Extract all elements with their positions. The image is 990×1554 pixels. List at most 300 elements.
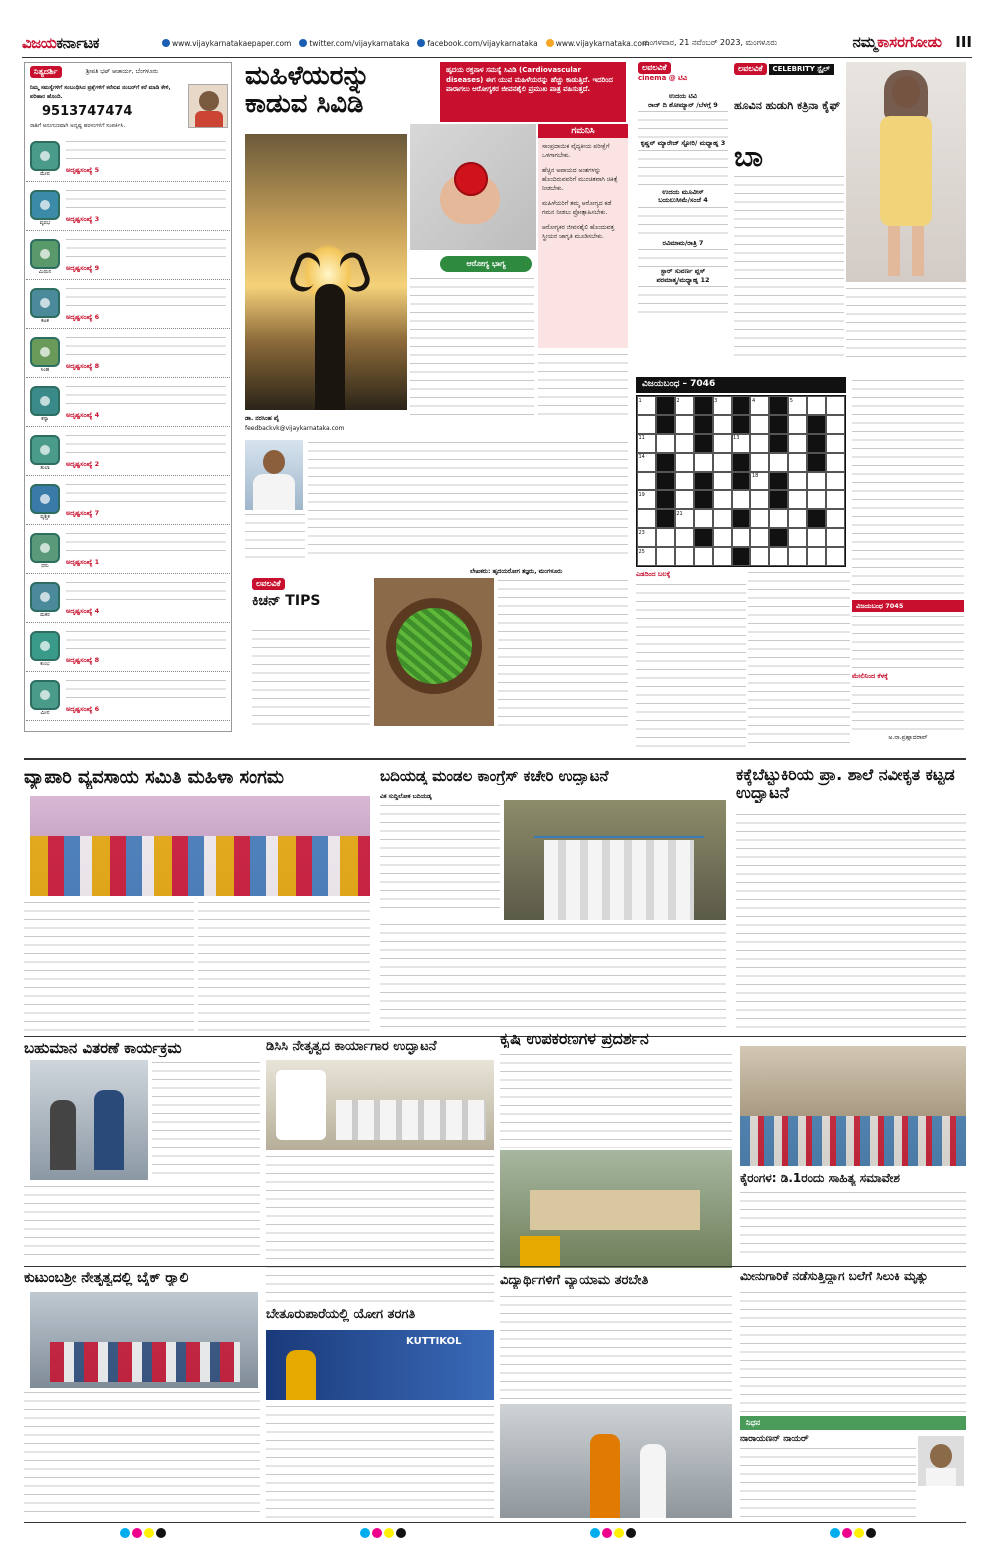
crossword-cell[interactable]: [750, 490, 769, 509]
health-body-2: [538, 352, 628, 416]
crossword-cell[interactable]: [826, 509, 845, 528]
page-number: III: [955, 33, 972, 51]
crossword-cell[interactable]: [826, 472, 845, 491]
horoscope-sign-row: [26, 283, 230, 329]
notice-box: [538, 138, 628, 348]
crossword-cell[interactable]: [750, 528, 769, 547]
celebrity-tag: CELEBRITY ಸ್ಟೈಲ್: [769, 64, 834, 75]
horoscope-sign-row: [26, 234, 230, 280]
crossword-cell[interactable]: [750, 547, 769, 566]
health-headline: ಮಹಿಳೆಯರನ್ನು ಕಾಡುವ ಸಿವಿಡಿ: [245, 62, 370, 118]
across-title: ಎಡದಿಂದ ಬಲಕ್ಕೆ: [636, 570, 671, 578]
registration-dot: [614, 1528, 624, 1538]
crossword-cell[interactable]: [826, 547, 845, 566]
health-badge: ಆರೋಗ್ಯ ಭಾಗ್ಯ: [440, 256, 532, 272]
lucky-number: ಅದೃಷ್ಟಸಂಖ್ಯೆ 2: [66, 460, 100, 468]
story-headline: ಡಿಸಿಸಿ ನೇತೃತ್ವದ ಕಾರ್ಯಾಗಾರ ಉದ್ಘಾಟನೆ: [266, 1040, 437, 1054]
registration-dot: [144, 1528, 154, 1538]
obituary-name: ನಾರಾಯಣನ್ ನಾಯರ್: [740, 1434, 809, 1444]
horoscope-sign-row: [26, 528, 230, 574]
crossword-cell[interactable]: [713, 415, 732, 434]
zodiac-name: ಮೇಷ: [40, 171, 50, 177]
katrina-photo: [846, 62, 966, 282]
prize-photo: [30, 1060, 148, 1180]
crossword-block: [694, 415, 713, 434]
crossword-block: [656, 509, 675, 528]
silhouette-photo: [245, 134, 407, 410]
story-headline: ಬದಿಯಡ್ಕ ಮಂಡಲ ಕಾಂಗ್ರೆಸ್ ಕಚೇರಿ ಉದ್ಘಾಟನೆ: [380, 768, 609, 785]
cinema-tag: cinema @ ಟಿವಿ: [638, 74, 688, 82]
crossword-cell[interactable]: [788, 547, 807, 566]
crossword-cell[interactable]: [807, 472, 826, 491]
lavalavike-logo: ಲವಲವಿಕೆ: [734, 63, 767, 75]
listing: ಬಯಲುಸೀಮೆ/ಸಂಜೆ 4: [658, 196, 708, 204]
celebrity-body-2: [846, 286, 966, 362]
issue-date: ಮಂಗಳವಾರ, 21 ನವೆಂಬರ್ 2023, ಮಂಗಳೂರು: [642, 38, 778, 47]
lucky-number: ಅದೃಷ್ಟಸಂಖ್ಯೆ 9: [66, 264, 100, 272]
registration-dot: [156, 1528, 166, 1538]
lucky-number: ಅದೃಷ್ಟಸಂಖ್ಯೆ 4: [66, 607, 100, 615]
crossword-block: [694, 472, 713, 491]
cinema-header: [638, 62, 728, 86]
channel-name: ಸ್ಟಾರ್ ಸುವರ್ಣ ಪ್ಲಸ್: [660, 267, 706, 275]
crossword-cell[interactable]: 23: [637, 528, 656, 547]
listing-detail: [638, 148, 728, 188]
crossword-cell[interactable]: [713, 472, 732, 491]
registration-dot: [396, 1528, 406, 1538]
zodiac-icon: [30, 337, 60, 367]
website-link[interactable]: www.vijaykarnataka.com: [546, 39, 650, 48]
horoscope-sign-row: [26, 577, 230, 623]
listing: ರಾಜ್ ದಿ ಶೋಮ್ಯಾನ್ /ಬೆಳಗ್ಗೆ 9: [648, 100, 718, 109]
zodiac-name: ಕಟಕ: [41, 318, 49, 324]
crossword-cell[interactable]: [788, 528, 807, 547]
prev-crossword-title: ವಿಜಯಬಂಧ 7045: [852, 600, 964, 612]
poster-text: KUTTIKOL: [406, 1336, 462, 1347]
crossword-block: [769, 434, 788, 453]
crossword-block: [732, 509, 751, 528]
crossword-block: [656, 415, 675, 434]
author-photo: [245, 440, 303, 510]
crossword-cell[interactable]: 5: [788, 396, 807, 415]
crossword-cell[interactable]: [826, 434, 845, 453]
registration-dot: [626, 1528, 636, 1538]
horoscope-text: [66, 482, 226, 508]
crossword-cell[interactable]: [675, 453, 694, 472]
crossword-cell[interactable]: 1: [637, 396, 656, 415]
crossword-cell[interactable]: [675, 528, 694, 547]
horoscope-sign-row: [26, 332, 230, 378]
down-title: ಮೇಲಿನಿಂದ ಕೆಳಕ್ಕೆ: [852, 672, 888, 680]
masthead: [22, 30, 972, 58]
story-body: [380, 922, 726, 1032]
story-headline: ಕೃಷಿ ಉಪಕರಣಗಳ ಪ್ರದರ್ಶನ: [500, 1030, 649, 1048]
story-dateline: ವಿಕ ಸುದ್ದಿಲೋಕ ಬದಿಯಡ್ಕ: [380, 793, 432, 800]
literary-meet-photo: [740, 1046, 966, 1166]
horoscope-sign-row: [26, 675, 230, 721]
crossword-block: [694, 434, 713, 453]
crossword-block: [732, 472, 751, 491]
crossword-cell[interactable]: [750, 509, 769, 528]
obituary-photo: [918, 1436, 964, 1486]
crossword-block: [694, 528, 713, 547]
registration-dot: [842, 1528, 852, 1538]
crossword-cell[interactable]: [826, 453, 845, 472]
crossword-block: [694, 396, 713, 415]
crossword-block: [769, 490, 788, 509]
story-body: [740, 1290, 966, 1414]
crossword-cell[interactable]: [675, 547, 694, 566]
zodiac-name: ಮಕರ: [40, 612, 50, 618]
notice-item: ಮಹಿಳೆಯರಿಗೆ ತಮ್ಮ ಆರೋಗ್ಯದ ಕಡೆ ಗಮನ ನೀಡಲು ಪ್ರೋತ್ಸಾಹಿಸಬೇಕು.: [542, 200, 612, 216]
notice-item: ಆರೋಗ್ಯಕರ ಜೀವನಶೈಲಿ ಹೊಂದುವತ್ತ ಸ್ತ್ರೀಯರ ಜಾಗೃತಿ ಮೂಡಿಸಬೇಕು.: [542, 224, 615, 240]
tv-listings: [638, 92, 728, 372]
crossword-cell[interactable]: 2: [675, 396, 694, 415]
registration-dot: [360, 1528, 370, 1538]
zodiac-icon: [30, 680, 60, 710]
channel-name: ಉದಯ ಟಿವಿ: [669, 92, 697, 100]
celebrity-body-1: [734, 174, 844, 362]
crossword-grid[interactable]: [636, 395, 846, 567]
health-body-3: [308, 440, 628, 560]
section-divider: [24, 1266, 966, 1267]
horoscope-text: [66, 139, 226, 165]
horoscope-text: [66, 433, 226, 459]
registration-dot: [830, 1528, 840, 1538]
prev-answers-down: [852, 684, 964, 732]
celebrity-headline: ಹೂವಿನ ಹುಡುಗಿ ಕತ್ರಿನಾ ಕೈಫ್: [734, 100, 841, 112]
crossword-cell[interactable]: [713, 453, 732, 472]
crossword-cell[interactable]: [826, 415, 845, 434]
lucky-number: ಅದೃಷ್ಟಸಂಖ್ಯೆ 8: [66, 362, 100, 370]
registration-dot: [384, 1528, 394, 1538]
horoscope-sign-row: [26, 626, 230, 672]
kitchen-tips-title: [252, 578, 370, 618]
story-body: [266, 1154, 494, 1304]
down-clues-cont: [748, 570, 850, 748]
crossword-cell[interactable]: [675, 434, 694, 453]
lucky-number: ಅದೃಷ್ಟಸಂಖ್ಯೆ 6: [66, 313, 100, 321]
exercise-training-photo: [500, 1404, 732, 1518]
story-headline: ಬಹುಮಾನ ವಿತರಣೆ ಕಾರ್ಯಕ್ರಮ: [24, 1040, 182, 1057]
epaper-link[interactable]: www.vijaykarnatakaepaper.com: [162, 39, 291, 48]
crossword-block: [769, 528, 788, 547]
registration-dot: [866, 1528, 876, 1538]
crossword-cell[interactable]: [656, 434, 675, 453]
registration-dot: [132, 1528, 142, 1538]
crossword-cell[interactable]: [732, 528, 751, 547]
crossword-block: [732, 453, 751, 472]
story-body: [500, 1052, 732, 1148]
crossword-cell[interactable]: [788, 472, 807, 491]
crossword-cell[interactable]: [826, 528, 845, 547]
horoscope-text: [66, 531, 226, 557]
crossword-cell[interactable]: [807, 547, 826, 566]
zodiac-icon: [30, 386, 60, 416]
health-email[interactable]: feedbackvk@vijaykarnataka.com: [245, 425, 345, 432]
crossword-cell[interactable]: [750, 453, 769, 472]
health-kicker: ಹೃದಯ ರಕ್ತನಾಳ ಸಮಸ್ಯೆ ಸಿವಿಡಿ (Cardiovascular diseases) ಈಗ ಯುವ ಮಹಿಳೆಯರನ್ನು ಹೆಚ್ಚು ಕಾಡುತ್ತಿದೆ. ಇದರಿಂದ ಪಾರಾಗಲು ಆರೋಗ್ಯಕರ ಜೀವನಶೈಲಿ ಪ್ರಮುಖ ಪಾತ್ರ ವಹಿಸುತ್ತದೆ.: [440, 62, 626, 122]
crossword-cell[interactable]: [713, 434, 732, 453]
horoscope-sign-row: [26, 185, 230, 231]
crossword-cell[interactable]: [769, 453, 788, 472]
crossword-cell[interactable]: [750, 434, 769, 453]
newspaper-logo: ವಿಜಯಕರ್ನಾಟಕ: [22, 34, 100, 52]
story-body: [152, 1060, 260, 1180]
horoscope-sign-row: [26, 430, 230, 476]
lucky-number: ಅದೃಷ್ಟಸಂಖ್ಯೆ 4: [66, 411, 100, 419]
story-headline: ವಿದ್ಯಾರ್ಥಿಗಳಿಗೆ ವ್ಯಾಯಾಮ ತರಬೇತಿ: [500, 1274, 649, 1288]
web-icon: [546, 39, 554, 47]
crossword-cell[interactable]: [713, 528, 732, 547]
crossword-cell[interactable]: [694, 509, 713, 528]
story-headline: ಮೀನುಗಾರಿಕೆ ನಡೆಸುತ್ತಿದ್ದಾಗ ಬಲೆಗೆ ಸಿಲುಕಿ ಮೃತ್ಯು: [740, 1270, 929, 1283]
zodiac-name: ವೃಷಭ: [39, 220, 51, 226]
crossword-cell[interactable]: 14: [637, 453, 656, 472]
crossword-block: [732, 415, 751, 434]
obituary-band: ನಿಧನ: [740, 1416, 966, 1430]
crossword-block: [694, 490, 713, 509]
crossword-cell[interactable]: [807, 528, 826, 547]
crossword-cell[interactable]: [769, 509, 788, 528]
section-divider: [24, 1036, 966, 1037]
zodiac-icon: [30, 484, 60, 514]
crossword-cell[interactable]: [826, 490, 845, 509]
crossword-cell[interactable]: [675, 472, 694, 491]
notice-box-title: ಗಮನಿಸಿ: [538, 124, 628, 138]
office-inauguration-photo: [504, 800, 726, 920]
zodiac-icon: [30, 533, 60, 563]
lucky-number: ಅದೃಷ್ಟಸಂಖ್ಯೆ 8: [66, 656, 100, 664]
kitchen-tips-heading: ಕಿಚನ್ TIPS: [252, 593, 321, 609]
crossword-block: [807, 509, 826, 528]
listing: ಕೃಷ್ಣನ್ ಮ್ಯಾರೇಜ್ ಸ್ಟೋರಿ/ ಮಧ್ಯಾಹ್ನ 3: [640, 139, 726, 147]
crossword-cell[interactable]: [788, 415, 807, 434]
globe-icon: [162, 39, 170, 47]
crossword-block: [807, 415, 826, 434]
yoga-class-photo: [266, 1330, 494, 1400]
facebook-icon: [417, 39, 425, 47]
kitchen-body-1: [252, 628, 370, 728]
zodiac-name: ಮಿಥುನ: [38, 269, 52, 275]
story-body: [24, 1184, 260, 1260]
listing: ಪರಮಾತ್ಮ/ಮಧ್ಯಾಹ್ನ 12: [656, 275, 710, 284]
zodiac-icon: [30, 190, 60, 220]
lucky-number: ಅದೃಷ್ಟಸಂಖ್ಯೆ 7: [66, 509, 100, 517]
crossword-cell[interactable]: [750, 415, 769, 434]
horoscope-sign-row: [26, 381, 230, 427]
chilli-photo: [374, 578, 494, 726]
zodiac-icon: [30, 239, 60, 269]
story-body: [740, 1190, 966, 1260]
story-body: [198, 900, 370, 1032]
registration-dot: [590, 1528, 600, 1538]
crossword-cell[interactable]: [694, 547, 713, 566]
crossword-block: [656, 490, 675, 509]
horoscope-text: [66, 678, 226, 704]
twitter-link[interactable]: twitter.com/vijaykarnataka: [299, 39, 409, 48]
story-headline: ಕೈರಂಗಳ: ಡಿ.1ರಂದು ಸಾಹಿತ್ಯ ಸಮಾವೇಶ: [740, 1172, 900, 1185]
section-divider: [24, 758, 966, 760]
celebrity-header: [734, 62, 844, 94]
registration-dot: [602, 1528, 612, 1538]
health-author: ಡಾ. ನರಸಿಂಹ ಪೈ: [245, 415, 280, 422]
facebook-link[interactable]: facebook.com/vijaykarnataka: [417, 39, 537, 48]
crossword-cell[interactable]: [637, 472, 656, 491]
crossword-cell[interactable]: [675, 490, 694, 509]
crossword-cell[interactable]: [807, 396, 826, 415]
horoscope-phone[interactable]: 9513747474: [42, 104, 133, 119]
listing: ರವಿಮಾಮ/ರಾತ್ರಿ 7: [662, 238, 704, 247]
registration-dot: [120, 1528, 130, 1538]
header-links: [162, 39, 649, 48]
channel-name: ಉದಯ ಮೂವೀಸ್: [662, 187, 704, 196]
down-clues: [852, 378, 964, 598]
crossword-cell[interactable]: 25: [637, 547, 656, 566]
horoscope-text: [66, 237, 226, 263]
notice-item: ಹೆಚ್ಚಿನ ಅಪಾಯದ ಅಂಶಗಳನ್ನು ಹೊಂದಿರುವವರಿಗೆ ಮುಂಚಿತವಾಗಿ ಚಿಕಿತ್ಸೆ ನೀಡಬೇಕು.: [542, 167, 618, 192]
zodiac-icon: [30, 631, 60, 661]
crossword-cell[interactable]: [656, 547, 675, 566]
crossword-cell[interactable]: [713, 547, 732, 566]
horoscope-intro: ನಿಮ್ಮ ಸಮಸ್ಯೆಗಳಿಗೆ ಸಂಬಂಧಿಸಿದ ಪ್ರಶ್ನೆಗಳಿಗೆ ಕರೆಸುವ ನಂಬರ್‌ಗೆ ಕರೆ ಮಾಡಿ ಕೇಳಿ, ಪರಿಹಾರ ಹೊಂದಿ.: [30, 85, 171, 100]
story-body: [736, 812, 966, 1032]
lavalavike-logo: ಲವಲವಿಕೆ: [638, 62, 671, 74]
story-body: [24, 900, 194, 1032]
zodiac-icon: [30, 435, 60, 465]
kitchen-body-2: [498, 578, 628, 728]
crossword-block: [732, 396, 751, 415]
crossword-cell[interactable]: [713, 509, 732, 528]
crossword-cell[interactable]: [713, 490, 732, 509]
crossword-cell[interactable]: [788, 509, 807, 528]
crossword-block: [732, 547, 751, 566]
crossword-cell[interactable]: [675, 415, 694, 434]
registration-dot: [372, 1528, 382, 1538]
crossword-cell[interactable]: [788, 490, 807, 509]
story-headline: ಕಕ್ಕೆಬೆಟ್ಟುಕಿರಿಯ ಪ್ರಾ. ಶಾಲೆ ನವೀಕೃತ ಕಟ್ಟಡ ಉದ್ಘಾಟನೆ: [736, 766, 955, 803]
crossword-cell[interactable]: 19: [637, 490, 656, 509]
crossword-block: [769, 472, 788, 491]
workshop-photo: [266, 1060, 494, 1150]
horoscope-sign-row: [26, 479, 230, 525]
crossword-cell[interactable]: 21: [675, 509, 694, 528]
horoscope-text: [66, 188, 226, 214]
zodiac-name: ಧನು: [41, 563, 49, 569]
obituary-body: [740, 1446, 916, 1518]
crossword-cell[interactable]: [694, 453, 713, 472]
horoscope-header: [26, 64, 230, 80]
women-meet-photo: [30, 796, 370, 896]
zodiac-icon: [30, 141, 60, 171]
crossword-cell[interactable]: [788, 434, 807, 453]
listing-detail: [638, 247, 728, 267]
crossword-cell[interactable]: [656, 528, 675, 547]
horoscope-text: [66, 384, 226, 410]
lucky-number: ಅದೃಷ್ಟಸಂಖ್ಯೆ 5: [66, 166, 100, 174]
prev-answers-across: [852, 614, 964, 670]
zodiac-name: ವೃಶ್ಚಿಕ: [40, 514, 50, 520]
story-headline: ವ್ಯಾಪಾರಿ ವ್ಯವಸಾಯ ಸಮಿತಿ ಮಹಿಳಾ ಸಂಗಮ: [24, 768, 284, 788]
lucky-number: ಅದೃಷ್ಟಸಂಖ್ಯೆ 3: [66, 215, 100, 223]
crossword-cell[interactable]: 4: [750, 396, 769, 415]
crossword-block: [769, 396, 788, 415]
lucky-number: ಅದೃಷ್ಟಸಂಖ್ಯೆ 1: [66, 558, 100, 566]
zodiac-name: ಕನ್ಯಾ: [41, 416, 49, 422]
zodiac-name: ಮೀನ: [40, 710, 50, 716]
crossword-cell[interactable]: 11: [637, 434, 656, 453]
horoscope-note: ರಾಶಿಗೆ ಅನುಗುಣವಾಗಿ ಅದೃಷ್ಟ ಹರಳುಗಳಿಗೆ ಸಂಪರ್ಕಿಸಿ.: [30, 123, 126, 129]
horoscope-title: ನಿತ್ಯದರ್ಶಿ: [30, 66, 62, 78]
story-headline: ಕುಟುಂಬಶ್ರೀ ನೇತೃತ್ವದಲ್ಲಿ ಬೈಕ್ ರ‍್ಯಾಲಿ: [24, 1270, 189, 1286]
zodiac-name: ಸಿಂಹ: [40, 367, 50, 373]
twitter-icon: [299, 39, 307, 47]
registration-dot: [854, 1528, 864, 1538]
celebrity-dropcap: ಬಾ: [734, 140, 764, 173]
crossword-block: [769, 415, 788, 434]
horoscope-author: ಶ್ರೀಪತಿ ಭಟ್ ಆಚಾರ್ಯ, ಬೆಂಗಳೂರು: [86, 68, 159, 75]
crossword-cell[interactable]: [826, 396, 845, 415]
crossword-cell[interactable]: 13: [732, 434, 751, 453]
registration-marks: [0, 1526, 990, 1540]
story-body: [266, 1404, 494, 1518]
crossword-block: [656, 472, 675, 491]
listing-detail: [638, 109, 728, 139]
crossword-title: ವಿಜಯಬಂಧ – 7046: [636, 377, 846, 393]
bike-rally-photo: [30, 1292, 258, 1388]
crossword-block: [656, 396, 675, 415]
crossword-cell[interactable]: [769, 547, 788, 566]
crossword-cell[interactable]: 3: [713, 396, 732, 415]
across-clues: [636, 582, 746, 748]
crossword-cell[interactable]: 18: [750, 472, 769, 491]
story-headline: ಬೇತೂರುಪಾರೆಯಲ್ಲಿ ಯೋಗ ತರಗತಿ: [266, 1308, 416, 1322]
crossword-block: [807, 434, 826, 453]
listing-detail: [638, 284, 728, 314]
farm-tools-photo: [500, 1150, 732, 1268]
horoscope-text: [66, 580, 226, 606]
crossword-cell[interactable]: [788, 453, 807, 472]
crossword-credit: ಅ.ನಾ.ಪ್ರಹ್ಲಾದರಾವ್: [888, 734, 928, 741]
notice-item: ಸಾಂಪ್ರದಾಯಿಕ ವೈದ್ಯಕೀಯ ಪರೀಕ್ಷೆಗೆ ಒಳಗಾಗಬೇಕು.: [542, 143, 610, 159]
horoscope-text: [66, 629, 226, 655]
health-body-4: [245, 512, 305, 562]
health-caption: ಲೇಖಕರು: ಹೃದಯರೋಗ ತಜ್ಞರು, ಮಂಗಳೂರು: [470, 568, 563, 575]
horoscope-text: [66, 335, 226, 361]
crossword-block: [807, 453, 826, 472]
crossword-cell[interactable]: [732, 490, 751, 509]
crossword-block: [656, 453, 675, 472]
horoscope-text: [66, 286, 226, 312]
zodiac-name: ತುಲಾ: [40, 465, 50, 471]
zodiac-icon: [30, 582, 60, 612]
crossword-cell[interactable]: [637, 509, 656, 528]
lucky-number: ಅದೃಷ್ಟಸಂಖ್ಯೆ 6: [66, 705, 100, 713]
horoscope-sign-row: [26, 136, 230, 182]
zodiac-icon: [30, 288, 60, 318]
crossword-cell[interactable]: [637, 415, 656, 434]
section-title: ನಮ್ಮಕಾಸರಗೋಡು: [852, 33, 942, 51]
footer-rule: [24, 1522, 966, 1523]
zodiac-name: ಕುಂಭ: [40, 661, 50, 667]
listing-detail: [638, 205, 728, 239]
story-body: [24, 1390, 260, 1518]
crossword-cell[interactable]: [807, 490, 826, 509]
story-body: [500, 1294, 732, 1402]
health-body-1: [410, 276, 534, 416]
heart-hands-photo: [410, 124, 536, 250]
story-body: [380, 803, 500, 915]
